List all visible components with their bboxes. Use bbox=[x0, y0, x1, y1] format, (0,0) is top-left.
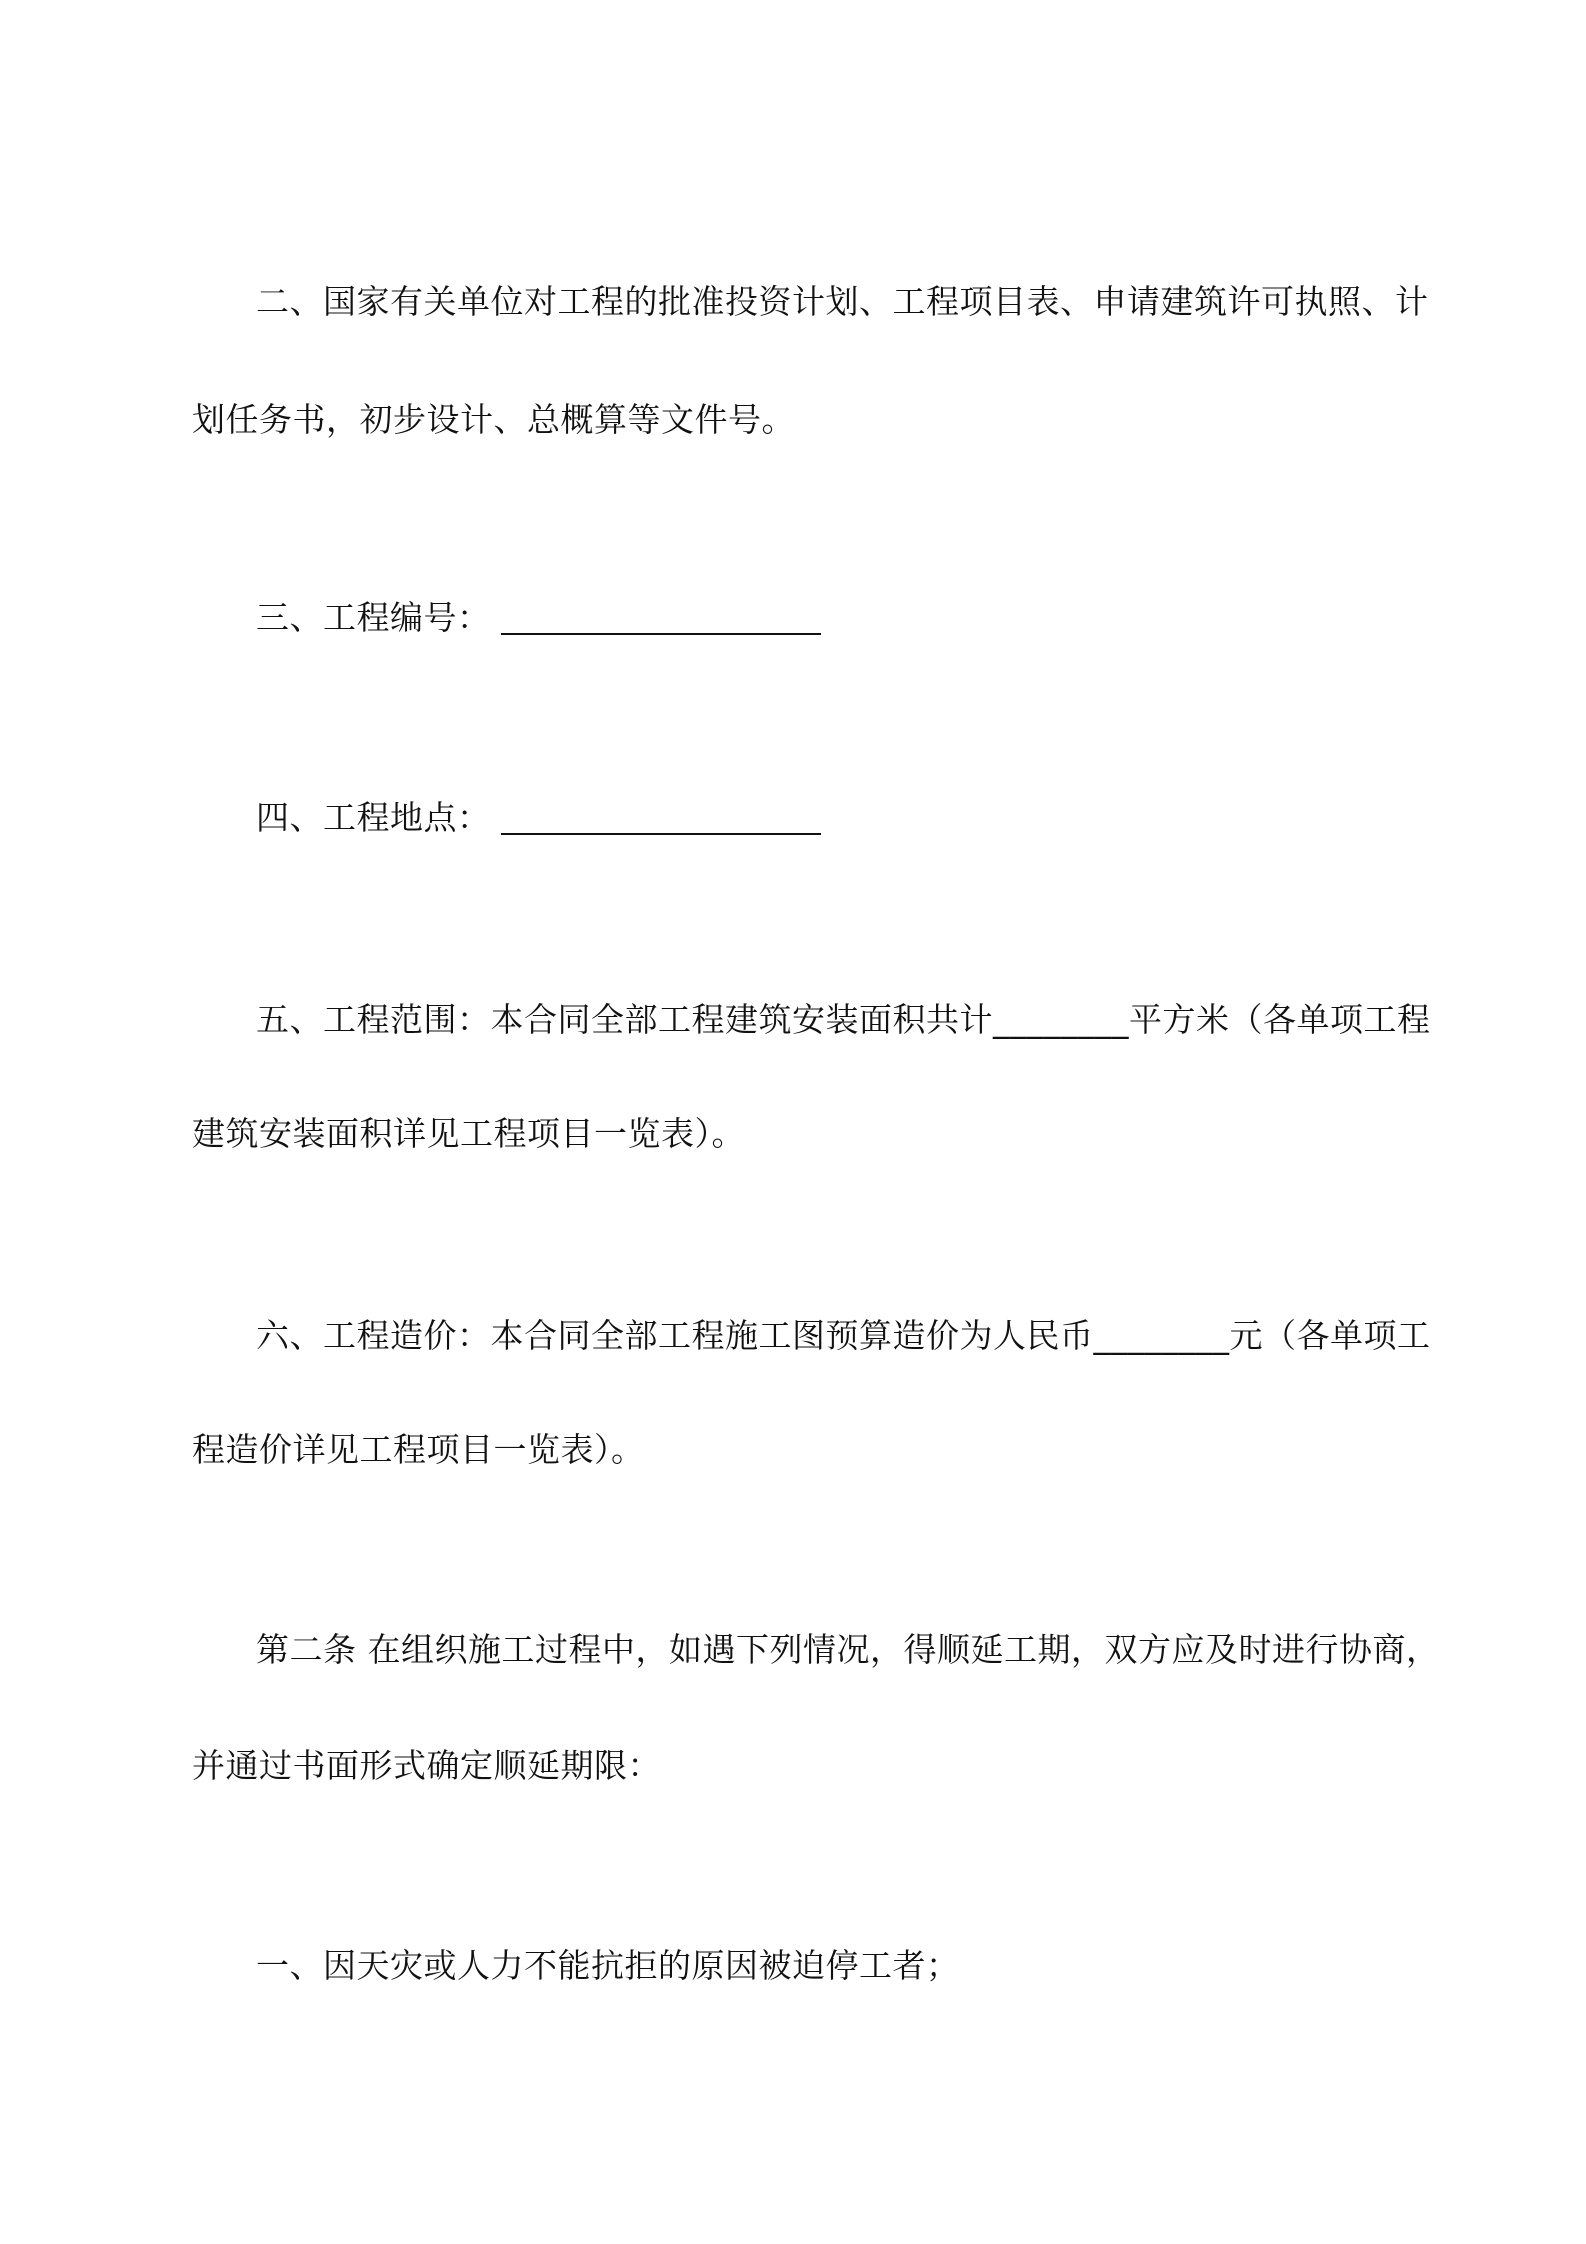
project-location-field bbox=[0, 796, 1586, 840]
project-number-label: 三、工程编号： bbox=[256, 598, 491, 637]
cost-text-after: 元（各单项工 bbox=[1229, 1316, 1431, 1355]
article-2-line-1: 第二条 在组织施工过程中，如遇下列情况，得顺延工期，双方应及时进行协商， bbox=[256, 1630, 1440, 1669]
project-location-label: 四、工程地点： bbox=[256, 798, 491, 837]
project-location-blank bbox=[501, 801, 821, 835]
scope-text-before: 五、工程范围：本合同全部工程建筑安装面积共计 bbox=[256, 1000, 993, 1039]
cost-text-before: 六、工程造价：本合同全部工程施工图预算造价为人民币 bbox=[256, 1316, 1094, 1355]
scope-area-blank: ________ bbox=[993, 1000, 1129, 1039]
project-number-blank bbox=[501, 601, 821, 635]
project-number-field bbox=[0, 596, 1586, 640]
article-2-line-2: 并通过书面形式确定顺延期限： bbox=[192, 1746, 661, 1785]
paragraph-2-line-2: 划任务书，初步设计、总概算等文件号。 bbox=[192, 400, 795, 439]
paragraph-6-line-1 bbox=[0, 1314, 1586, 1358]
scope-text-after: 平方米（各单项工程 bbox=[1129, 1000, 1431, 1039]
paragraph-6-line-2: 程造价详见工程项目一览表）。 bbox=[192, 1430, 645, 1469]
paragraph-2-line-1: 二、国家有关单位对工程的批准投资计划、工程项目表、申请建筑许可执照、计 bbox=[256, 282, 1429, 321]
item-1-line-1: 一、因天灾或人力不能抗拒的原因被迫停工者； bbox=[256, 1946, 960, 1985]
paragraph-5-line-1 bbox=[0, 998, 1586, 1042]
cost-amount-blank: ________ bbox=[1093, 1316, 1230, 1355]
paragraph-5-line-2: 建筑安装面积详见工程项目一览表）。 bbox=[192, 1114, 745, 1153]
